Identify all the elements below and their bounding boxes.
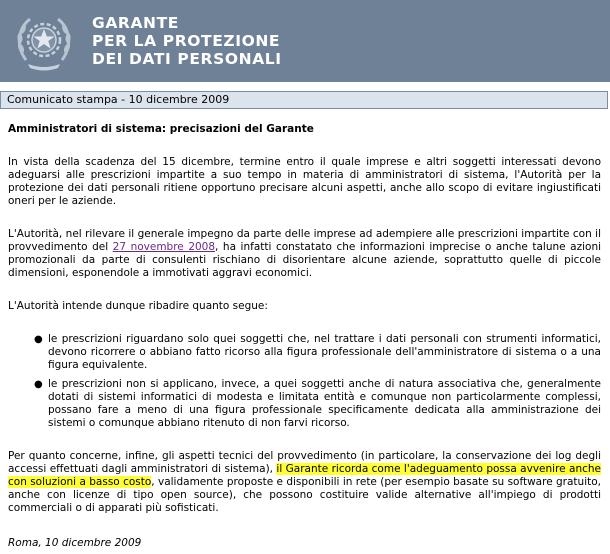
signature-date: Roma, 10 dicembre 2009	[8, 537, 142, 549]
bullet-2-text: le prescrizioni non si applicano, invece, a quei soggetti anche di natura associativa che, generalmente dotati di sistemi informatici di modesta e limitata entità e comunque non particolarmente complessi, possano fare a meno di una figura professionale specificamente dedicata alla amministrazione dei sistemi o comunque abbiano ritenuto di non farvi ricorso.	[48, 378, 601, 429]
highlighted-text: il Garante ricorda come l'adeguamento possa avvenire anche con soluzioni a basso costo	[8, 463, 602, 488]
banner-title-line3: DEI DATI PERSONALI	[92, 50, 282, 68]
article-title: Amministratori di sistema: precisazioni del Garante	[8, 123, 314, 135]
list-item	[8, 333, 601, 372]
press-release-label: Comunicato stampa - 10 dicembre 2009	[7, 93, 230, 106]
provvedimento-link[interactable]: 27 novembre 2008	[112, 241, 216, 253]
paragraph-2-text-b: , ha infatti constatato che informazioni imprecise o anche talune azioni promozionali da parte di consulenti rischiano di disorientare alcune aziende, soprattutto quelle di piccole dimensioni, esponendole a immotivati aggravi economici.	[8, 241, 602, 279]
paragraph-1: In vista della scadenza del 15 dicembre, termine entro il quale imprese e altri soggetti interessati devono adeguarsi alle prescrizioni impartite a suo tempo in materia di amministratori di sistema, l'Autorità per la protezione dei dati personali ritiene opportuno precisare alcuni aspetti, anche allo scopo di evitare ingiustificati oneri per le aziende.	[8, 156, 601, 207]
paragraph-2-text-a: L'Autorità, nel rilevare il generale impegno da parte delle imprese ad adempiere alle prescrizioni impartite con il provvedimento del	[8, 228, 601, 253]
header-banner	[0, 0, 610, 82]
paragraph-2	[8, 228, 601, 280]
paragraph-4	[8, 450, 601, 515]
bullet-icon: ●	[34, 379, 43, 390]
list-item	[8, 378, 601, 430]
bullet-1-text: le prescrizioni riguardano solo quei soggetti che, nel trattare i dati personali con strumenti informatici, devono ricorrere o abbiano fatto ricorso alla figura professionale dell'amministratore di sistema o a una figura equivalente.	[48, 333, 601, 371]
bullet-list-wrapper	[8, 333, 601, 430]
paragraph-4-text-a: Per quanto concerne, infine, gli aspetti tecnici del provvedimento (in particolare, la conservazione dei log degli accessi effettuati dagli amministratori di sistema),	[8, 450, 601, 475]
press-release-ribbon	[0, 91, 608, 109]
bullet-icon: ●	[34, 334, 43, 345]
article-body	[8, 123, 601, 550]
banner-title-line2: PER LA PROTEZIONE	[92, 32, 281, 50]
banner-title-line1: GARANTE	[92, 14, 179, 32]
italian-republic-emblem-icon	[14, 10, 74, 72]
paragraph-4-text-b: , validamente proposte e disponibili in rete (per esempio basate su software gratuito, anche con licenze di tipo open source), che possono costituire valide alternative all'impiego di prodotti commerciali o di apparati più sofisticati.	[8, 476, 602, 514]
paragraph-3: L'Autorità intende dunque ribadire quanto segue:	[8, 300, 268, 312]
banner-title	[92, 14, 282, 68]
bullet-list	[8, 333, 601, 430]
